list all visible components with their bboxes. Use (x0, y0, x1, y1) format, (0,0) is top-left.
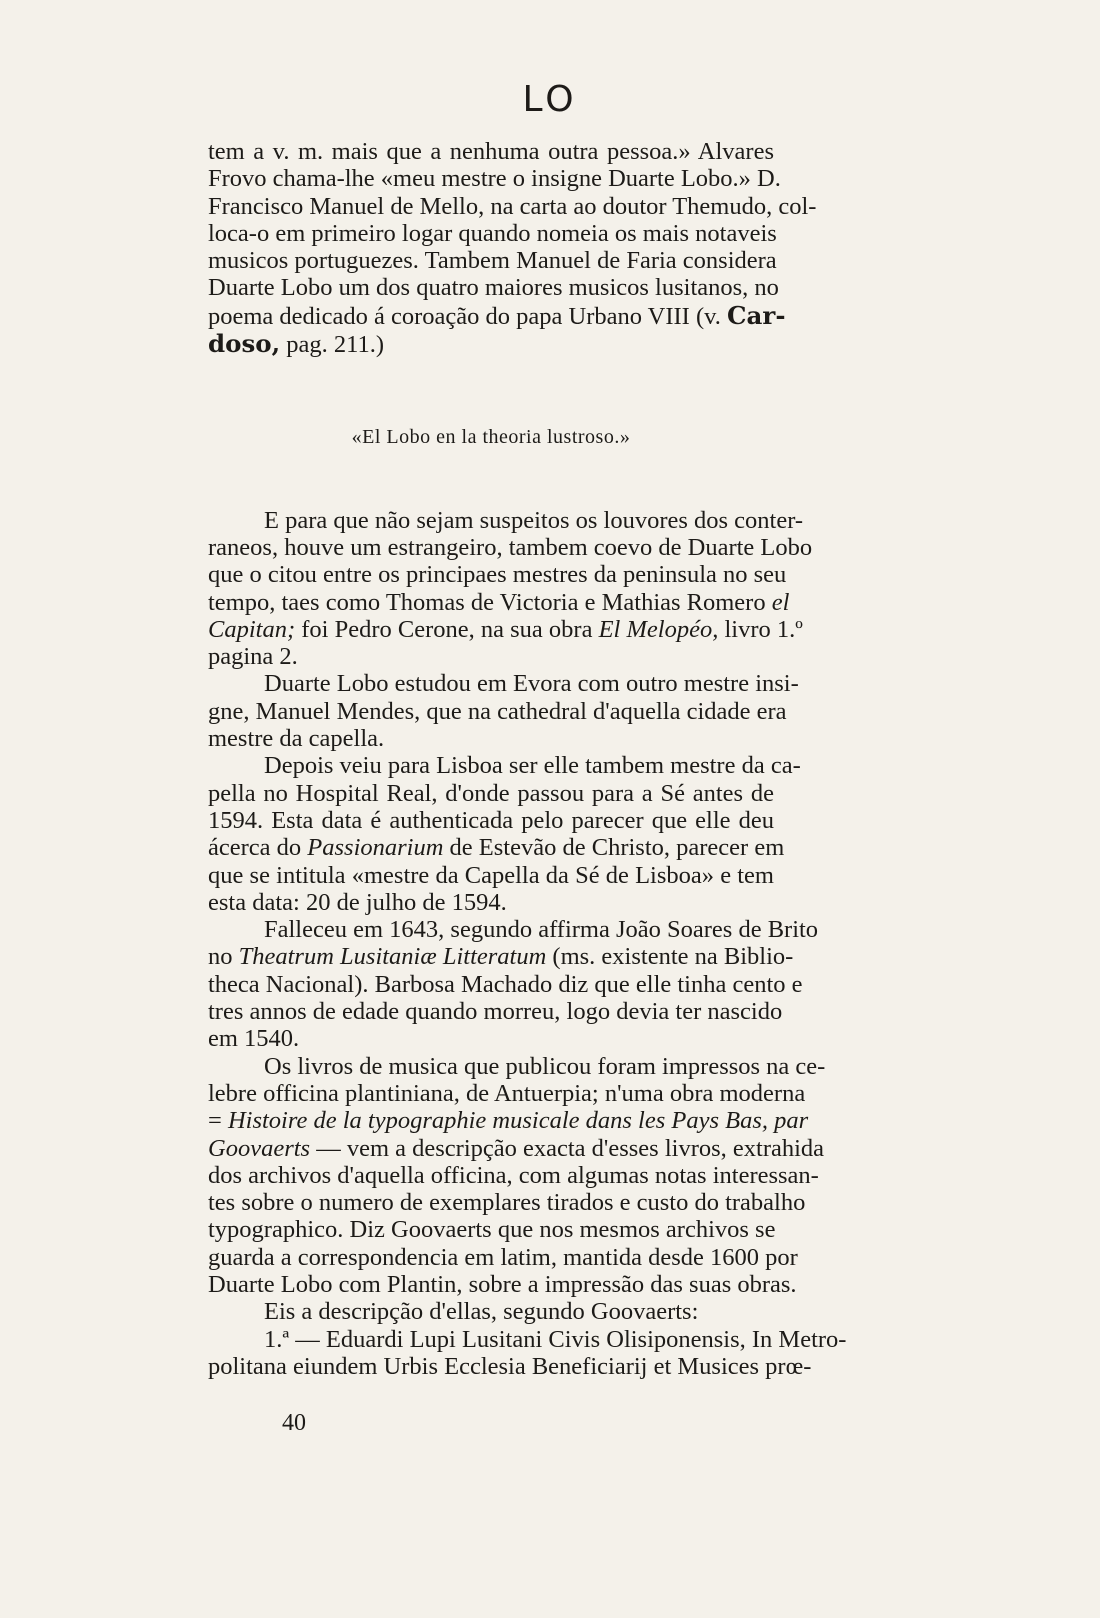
italic-text: Goovaerts (208, 1134, 311, 1162)
text-line: Duarte Lobo um dos quatro maiores musicos lusitanos, no (208, 274, 779, 302)
paragraph (208, 1298, 774, 1325)
text-line: E para que não sejam suspeitos os louvores dos conter- (264, 506, 804, 534)
paragraph (208, 1052, 826, 1299)
italic-text: el (771, 588, 790, 616)
italic-text: Passionarium (307, 834, 444, 862)
text-line: Duarte Lobo estudou em Evora com outro mestre insi- (264, 670, 799, 698)
text-line (208, 943, 794, 971)
text-line (208, 588, 790, 616)
italic-text: El Melopéo, (598, 615, 719, 643)
text-line: loca-o em primeiro logar quando nomeia os mais notaveis (208, 219, 777, 247)
text-line: tes sobre o numero de exemplares tirados e custo do trabalho (208, 1189, 806, 1217)
text-line (208, 1134, 825, 1162)
text-line (208, 834, 785, 862)
text-line: em 1540. (208, 1025, 300, 1053)
text-line: pagina 2. (208, 643, 298, 671)
text-run: — vem a descripção exacta d'esses livros, extrahida (316, 1134, 825, 1162)
text-line: Eis a descripção d'ellas, segundo Goovaerts: (264, 1298, 699, 1326)
text-line (208, 615, 803, 643)
text-line: Frovo chama-lhe «meu mestre o insigne Duarte Lobo.» D. (208, 165, 781, 193)
text-line (208, 330, 774, 358)
text-line: esta data: 20 de julho de 1594. (208, 888, 507, 916)
text-run: livro 1.º (724, 615, 803, 643)
text-line: Francisco Manuel de Mello, na carta ao doutor Themudo, col- (208, 192, 817, 220)
text-line: 1594. Esta data é authenticada pelo parecer que elle deu (208, 806, 774, 834)
text-line: Depois veiu para Lisboa ser elle tambem mestre da ca- (264, 752, 801, 780)
text-line: gne, Manuel Mendes, que na cathedral d'aquella cidade era (208, 697, 787, 725)
text-line: Falleceu em 1643, segundo affirma João Soares de Brito (264, 916, 819, 944)
text-run: = (208, 1107, 222, 1135)
paragraph (208, 1325, 847, 1381)
text-line: dos archivos d'aquella officina, com algumas notas interessan- (208, 1161, 819, 1189)
text-line: 1.ª — Eduardi Lupi Lusitani Civis Olisiponensis, In Metro- (264, 1325, 847, 1353)
text-line: tres annos de edade quando morreu, logo devia ter nascido (208, 998, 783, 1026)
paragraph (208, 752, 801, 916)
text-run: de Estevão de Christo, parecer em (449, 834, 785, 862)
cross-reference: doso, (208, 329, 281, 359)
text-line: lebre officina plantiniana, de Antuerpia; n'uma obra moderna (208, 1079, 806, 1107)
text-run: (ms. existente na Biblio- (552, 943, 794, 971)
text-run: foi Pedro Cerone, na sua obra (301, 615, 593, 643)
running-head: LO (522, 79, 578, 120)
text-run: poema dedicado á coroação do papa Urbano VIII (v. (208, 302, 721, 330)
cross-reference: Car- (727, 300, 786, 330)
text-line: politana eiundem Urbis Ecclesia Beneficiarij et Musices prœ- (208, 1352, 812, 1380)
text-run: pag. 211.) (286, 331, 385, 359)
italic-text: Histoire de la typographie musicale dans les Pays Bas, par (227, 1107, 809, 1135)
text-line: musicos portuguezes. Tambem Manuel de Faria considera (208, 247, 777, 275)
text-run: ácerca do (208, 834, 302, 862)
text-line (208, 300, 786, 330)
page-body (208, 138, 847, 1380)
text-line: guarda a correspondencia em latim, mantida desde 1600 por (208, 1243, 798, 1271)
text-line: que se intitula «mestre da Capella da Sé de Lisboa» e tem (208, 861, 774, 889)
paragraph (208, 138, 817, 359)
text-line: Duarte Lobo com Plantin, sobre a impressão das suas obras. (208, 1270, 797, 1298)
text-line: raneos, houve um estrangeiro, tambem coevo de Duarte Lobo (208, 533, 813, 561)
text-line (208, 1107, 809, 1135)
text-line: tem a v. m. mais que a nenhuma outra pessoa.» Alvares (208, 138, 774, 165)
page-number: 40 (282, 1410, 306, 1436)
text-run: no (208, 943, 233, 971)
italic-text: Capitan; (208, 615, 296, 643)
italic-text: Theatrum Lusitaniæ Litteratum (238, 943, 547, 971)
paragraph (208, 916, 819, 1053)
text-line: pella no Hospital Real, d'onde passou para a Sé antes de (208, 779, 774, 807)
paragraph (208, 506, 813, 671)
text-line: typographico. Diz Goovaerts que nos mesmos archivos se (208, 1216, 776, 1244)
text-run: tempo, taes como Thomas de Victoria e Mathias Romero (208, 588, 766, 616)
text-line: mestre da capella. (208, 725, 385, 753)
paragraph (208, 670, 799, 753)
text-line: theca Nacional). Barbosa Machado diz que elle tinha cento e (208, 970, 803, 998)
text-line: que o citou entre os principaes mestres da peninsula no seu (208, 561, 787, 589)
block-quote: «El Lobo en la theoria lustroso.» (351, 426, 631, 449)
text-line: Os livros de musica que publicou foram impressos na ce- (264, 1052, 826, 1080)
